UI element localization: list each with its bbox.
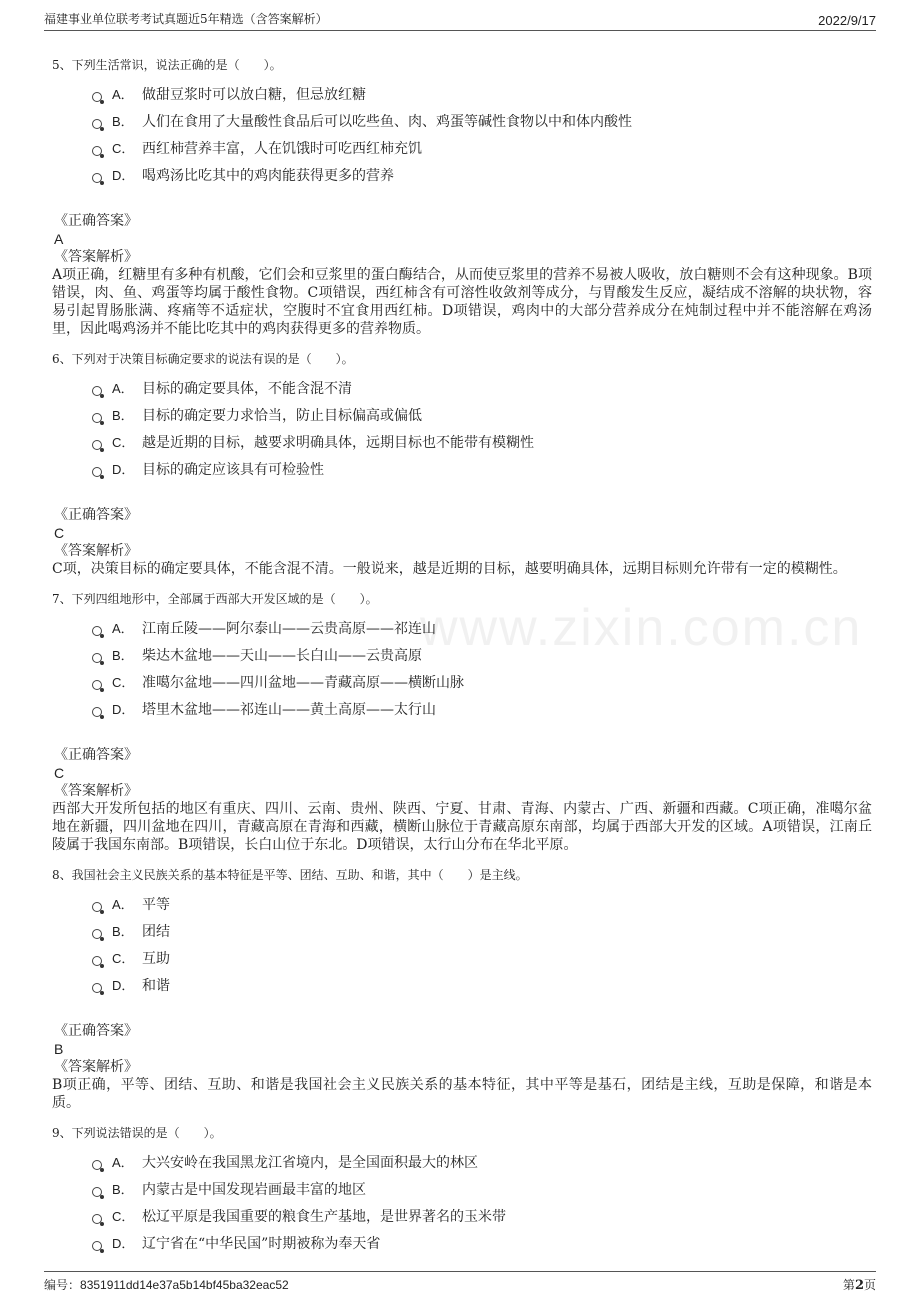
radio-button-icon[interactable]	[92, 653, 102, 663]
option-a[interactable]	[92, 1148, 872, 1175]
option-c[interactable]	[92, 944, 872, 971]
question-8	[52, 866, 872, 1112]
radio-button-icon[interactable]	[92, 173, 102, 183]
radio-button-icon[interactable]	[92, 119, 102, 129]
option-list	[92, 1148, 872, 1256]
radio-button-icon[interactable]	[92, 983, 102, 993]
answer-block	[52, 1022, 872, 1112]
option-b[interactable]	[92, 107, 872, 134]
radio-button-icon[interactable]	[92, 707, 102, 717]
answer-label: 《正确答案》	[54, 213, 138, 229]
question-list	[52, 56, 872, 1268]
analysis-label: 《答案解析》	[54, 249, 138, 265]
option-d[interactable]	[92, 161, 872, 188]
option-letter: A．	[112, 621, 134, 636]
option-text: 塔里木盆地——祁连山——黄土高原——太行山	[142, 701, 436, 718]
option-text: 平等	[142, 896, 170, 913]
analysis-text: C项，决策目标的确定要具体，不能含混不清。一般说来，越是近期的目标，越要明确具体，远期目标则允许带有一定的模糊性。	[52, 561, 847, 577]
option-b[interactable]	[92, 917, 872, 944]
answer-block	[52, 212, 872, 338]
option-text: 松辽平原是我国重要的粮食生产基地，是世界著名的玉米带	[142, 1208, 506, 1225]
option-letter: A．	[112, 897, 134, 912]
question-7	[52, 590, 872, 854]
header-date: 2022/9/17	[818, 13, 876, 28]
option-text: 柴达木盆地——天山——长白山——云贵高原	[142, 647, 422, 664]
option-text: 江南丘陵——阿尔泰山——云贵高原——祁连山	[142, 620, 436, 637]
option-text: 团结	[142, 923, 170, 940]
option-d[interactable]	[92, 455, 872, 482]
correct-answer: C	[54, 525, 65, 541]
question-stem: 8、我国社会主义民族关系的基本特征是平等、团结、互助、和谐，其中（ ）是主线。	[52, 868, 528, 882]
option-b[interactable]	[92, 401, 872, 428]
option-list	[92, 374, 872, 482]
option-text: 辽宁省在“中华民国”时期被称为奉天省	[142, 1235, 381, 1252]
option-text: 目标的确定要具体，不能含混不清	[142, 380, 352, 397]
radio-button-icon[interactable]	[92, 386, 102, 396]
option-letter: B．	[112, 1182, 134, 1197]
option-text: 内蒙古是中国发现岩画最丰富的地区	[142, 1181, 366, 1198]
radio-button-icon[interactable]	[92, 413, 102, 423]
radio-button-icon[interactable]	[92, 440, 102, 450]
option-d[interactable]	[92, 1229, 872, 1256]
option-letter: B．	[112, 408, 134, 423]
option-letter: D．	[112, 702, 135, 717]
option-c[interactable]	[92, 134, 872, 161]
analysis-text: B项正确，平等、团结、互助、和谐是我国社会主义民族关系的基本特征，其中平等是基石，团结是主线，互助是保障，和谐是本质。	[52, 1077, 872, 1111]
option-a[interactable]	[92, 374, 872, 401]
page-number-value: 2	[854, 1277, 864, 1293]
radio-button-icon[interactable]	[92, 956, 102, 966]
option-list	[92, 614, 872, 722]
option-letter: D．	[112, 168, 135, 183]
page-footer	[44, 1271, 876, 1296]
question-stem: 7、下列四组地形中，全部属于西部大开发区域的是（ ）。	[52, 592, 378, 606]
correct-answer: B	[54, 1041, 64, 1057]
option-c[interactable]	[92, 1202, 872, 1229]
code-value: 8351911dd14e37a5b14bf45ba32eac52	[80, 1277, 289, 1292]
option-c[interactable]	[92, 428, 872, 455]
option-text: 西红柿营养丰富，人在饥饿时可吃西红柿充饥	[142, 140, 422, 157]
option-letter: B．	[112, 114, 134, 129]
question-9	[52, 1124, 872, 1256]
option-b[interactable]	[92, 641, 872, 668]
option-letter: D．	[112, 1236, 135, 1251]
answer-label: 《正确答案》	[54, 747, 138, 763]
page-suffix: 页	[863, 1277, 876, 1292]
code-label: 编号：	[44, 1277, 81, 1292]
option-letter: C．	[112, 435, 135, 450]
question-stem: 6、下列对于决策目标确定要求的说法有误的是（ ）。	[52, 352, 354, 366]
radio-button-icon[interactable]	[92, 626, 102, 636]
document-code	[44, 1276, 289, 1293]
option-letter: A．	[112, 87, 134, 102]
radio-button-icon[interactable]	[92, 1214, 102, 1224]
option-letter: D．	[112, 462, 135, 477]
answer-label: 《正确答案》	[54, 1023, 138, 1039]
option-letter: C．	[112, 141, 135, 156]
option-letter: D．	[112, 978, 135, 993]
option-letter: A．	[112, 1155, 134, 1170]
question-6	[52, 350, 872, 578]
option-text: 人们在食用了大量酸性食品后可以吃些鱼、肉、鸡蛋等碱性食物以中和体内酸性	[142, 113, 632, 130]
option-text: 和谐	[142, 977, 170, 994]
option-text: 做甜豆浆时可以放白糖，但忌放红糖	[142, 86, 366, 103]
radio-button-icon[interactable]	[92, 1160, 102, 1170]
option-letter: A．	[112, 381, 134, 396]
question-stem: 5、下列生活常识，说法正确的是（ ）。	[52, 58, 282, 72]
radio-button-icon[interactable]	[92, 929, 102, 939]
option-c[interactable]	[92, 668, 872, 695]
option-a[interactable]	[92, 890, 872, 917]
option-text: 喝鸡汤比吃其中的鸡肉能获得更多的营养	[142, 167, 394, 184]
option-a[interactable]	[92, 614, 872, 641]
answer-block	[52, 746, 872, 854]
option-b[interactable]	[92, 1175, 872, 1202]
option-letter: B．	[112, 648, 134, 663]
option-list	[92, 890, 872, 998]
option-text: 大兴安岭在我国黑龙江省境内，是全国面积最大的林区	[142, 1154, 478, 1171]
correct-answer: A	[54, 231, 64, 247]
answer-label: 《正确答案》	[54, 507, 138, 523]
option-a[interactable]	[92, 80, 872, 107]
analysis-label: 《答案解析》	[54, 543, 138, 559]
radio-button-icon[interactable]	[92, 1241, 102, 1251]
analysis-label: 《答案解析》	[54, 1059, 138, 1075]
page-number	[843, 1276, 876, 1293]
analysis-label: 《答案解析》	[54, 783, 138, 799]
option-letter: C．	[112, 1209, 135, 1224]
option-letter: B．	[112, 924, 134, 939]
radio-button-icon[interactable]	[92, 1187, 102, 1197]
option-text: 越是近期的目标，越要求明确具体，远期目标也不能带有模糊性	[142, 434, 534, 451]
radio-button-icon[interactable]	[92, 680, 102, 690]
page-prefix: 第	[842, 1277, 855, 1292]
option-text: 目标的确定应该具有可检验性	[142, 461, 324, 478]
correct-answer: C	[54, 765, 65, 781]
option-d[interactable]	[92, 971, 872, 998]
radio-button-icon[interactable]	[92, 146, 102, 156]
question-5	[52, 56, 872, 338]
analysis-text: A项正确，红糖里有多种有机酸，它们会和豆浆里的蛋白酶结合，从而使豆浆里的营养不易被人吸收，放白糖则不会有这种现象。B项错误，肉、鱼、鸡蛋等均属于酸性食物。C项错误，西红柿含有可溶性收敛剂等成分，与胃酸发生反应，凝结成不溶解的块状物，容易引起胃肠胀满、疼痛等不适症状，空腹时不宜食用西红柿。D项错误，鸡肉中的大部分营养成分在炖制过程中并不能溶解在鸡汤里，因此喝鸡汤并不能比吃其中的鸡肉获得更多的营养物质。	[52, 267, 872, 337]
option-letter: C．	[112, 675, 135, 690]
option-text: 准噶尔盆地——四川盆地——青藏高原——横断山脉	[142, 674, 464, 691]
option-text: 目标的确定要力求恰当，防止目标偏高或偏低	[142, 407, 422, 424]
analysis-text: 西部大开发所包括的地区有重庆、四川、云南、贵州、陕西、宁夏、甘肃、青海、内蒙古、广西、新疆和西藏。C项正确，准噶尔盆地在新疆，四川盆地在四川，青藏高原在青海和西藏，横断山脉位于青藏高原东南部，均属于西部大开发的区域。A项错误，江南丘陵属于我国东南部。B项错误，长白山位于东北。D项错误，太行山分布在华北平原。	[52, 801, 872, 853]
option-text: 互助	[142, 950, 170, 967]
page-header	[44, 8, 876, 31]
radio-button-icon[interactable]	[92, 92, 102, 102]
radio-button-icon[interactable]	[92, 467, 102, 477]
header-title: 福建事业单位联考考试真题近5年精选（含答案解析）	[44, 12, 328, 26]
question-stem: 9、下列说法错误的是（ ）。	[52, 1126, 222, 1140]
option-list	[92, 80, 872, 188]
answer-block	[52, 506, 872, 578]
option-d[interactable]	[92, 695, 872, 722]
watermark: www.zixin.com.cn	[420, 599, 863, 657]
radio-button-icon[interactable]	[92, 902, 102, 912]
option-letter: C．	[112, 951, 135, 966]
